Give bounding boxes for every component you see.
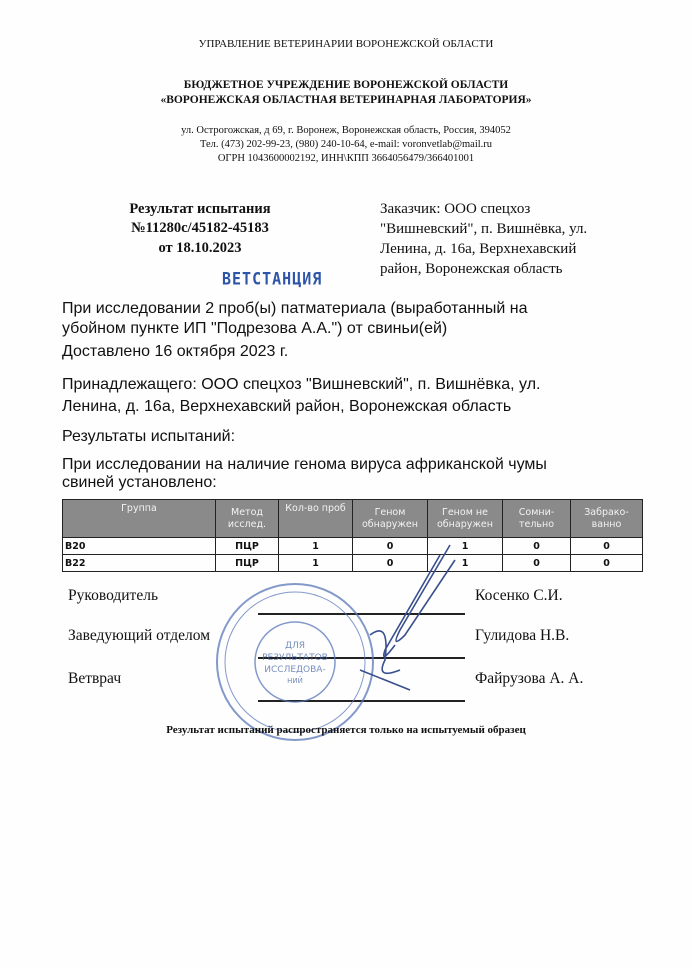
body-line: убойном пункте ИП "Подрезова А.А.") от свиньи(ей) [62, 320, 448, 337]
result-title: Результат испытания [129, 201, 271, 217]
col-header: Метод исслед. [216, 500, 279, 538]
cell-rejected: 0 [571, 555, 643, 572]
cell-group: В20 [63, 538, 216, 555]
footer-note: Результат испытаний распространяется только на испытуемый образец [166, 724, 526, 736]
delivered-date: Доставлено 16 октября 2023 г. [62, 343, 289, 360]
result-date: от 18.10.2023 [158, 240, 242, 256]
result-number: №11280с/45182-45183 [131, 220, 269, 236]
vetstation-stamp: ВЕТСТАНЦИЯ [222, 268, 323, 290]
org-address: ул. Острогожская, д 69, г. Воронеж, Воронежская область, Россия, 394052 [181, 125, 511, 136]
org-line-2: «ВОРОНЕЖСКАЯ ОБЛАСТНАЯ ВЕТЕРИНАРНАЯ ЛАБОРАТОРИЯ» [160, 94, 532, 106]
signature-role: Ветврач [68, 670, 122, 687]
cell-doubtful: 0 [503, 555, 571, 572]
customer-line: Заказчик: ООО спецхоз [380, 201, 531, 217]
customer-line: район, Воронежская область [380, 261, 563, 277]
cell-detected: 0 [353, 555, 428, 572]
customer-line: "Вишневский", п. Вишнёвка, ул. [380, 221, 588, 237]
handwritten-signature-icon [330, 540, 480, 710]
cell-method: ПЦР [216, 555, 279, 572]
seal-text: ДЛЯ [284, 641, 306, 651]
table-header-row [63, 500, 643, 538]
body-line: При исследовании 2 проб(ы) патматериала (выработанный на [62, 300, 528, 317]
col-header: Геном обнаружен [353, 500, 428, 538]
cell-not-detected: 1 [428, 555, 503, 572]
cell-samples: 1 [279, 538, 353, 555]
owner-line: Ленина, д. 16а, Верхнехавский район, Воронежская область [62, 398, 512, 415]
org-phones: Тел. (473) 202-99-23, (980) 240-10-64, e-mail: voronvetlab@mail.ru [199, 139, 493, 150]
cell-group: В22 [63, 555, 216, 572]
cell-detected: 0 [353, 538, 428, 555]
signature-name: Файрузова А. А. [475, 670, 584, 687]
results-heading: Результаты испытаний: [62, 428, 236, 445]
finding-line: При исследовании на наличие генома вируса африканской чумы [62, 456, 547, 473]
customer-line: Ленина, д. 16а, Верхнехавский [380, 241, 577, 257]
seal-text: ИССЛЕДОВА- [264, 665, 326, 675]
signature-name: Косенко С.И. [475, 587, 563, 604]
seal-text: РЕЗУЛЬТАТОВ [262, 653, 328, 663]
col-header: Забрако- ванно [571, 500, 643, 538]
org-line-1: БЮДЖЕТНОЕ УЧРЕЖДЕНИЕ ВОРОНЕЖСКОЙ ОБЛАСТИ [183, 79, 509, 91]
authority-header: УПРАВЛЕНИЕ ВЕТЕРИНАРИИ ВОРОНЕЖСКОЙ ОБЛАСТИ [198, 38, 494, 50]
org-ids: ОГРН 1043600002192, ИНН\КПП 3664056479/366401001 [217, 153, 475, 164]
col-header: Сомни- тельно [503, 500, 571, 538]
signature-role: Заведующий отделом [68, 627, 211, 644]
finding-line: свиней установлено: [62, 474, 217, 491]
col-header: Группа [63, 500, 216, 538]
col-header: Геном не обнаружен [428, 500, 503, 538]
cell-method: ПЦР [216, 538, 279, 555]
col-header: Кол-во проб [279, 500, 353, 538]
signature-name: Гулидова Н.В. [475, 627, 570, 644]
signature-role: Руководитель [68, 587, 159, 604]
cell-not-detected: 1 [428, 538, 503, 555]
cell-rejected: 0 [571, 538, 643, 555]
cell-doubtful: 0 [503, 538, 571, 555]
seal-text: НИЙ [287, 677, 303, 685]
cell-samples: 1 [279, 555, 353, 572]
owner-line: Принадлежащего: ООО спецхоз "Вишневский", п. Вишнёвка, ул. [62, 376, 541, 393]
